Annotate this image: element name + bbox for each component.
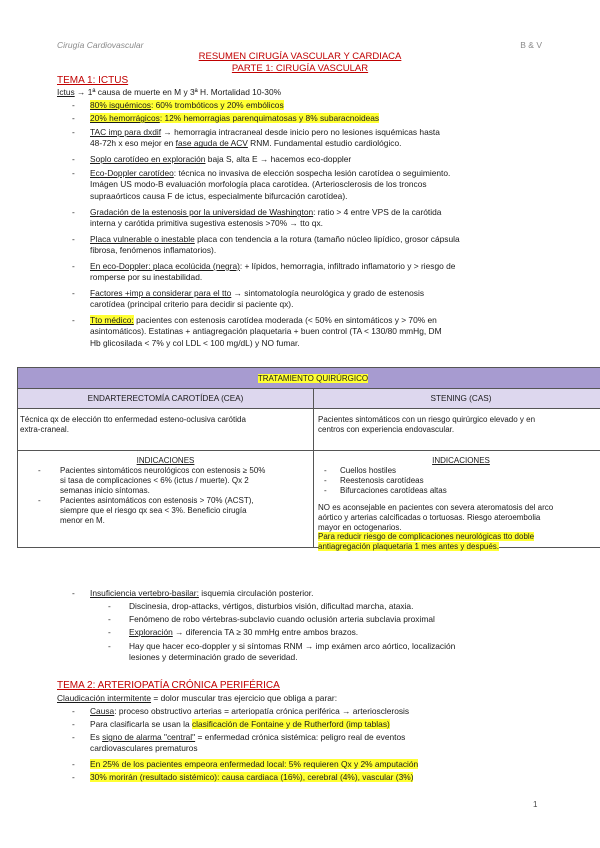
bullet-dash: - bbox=[72, 261, 75, 271]
tema1-heading: TEMA 1: ICTUS bbox=[57, 75, 129, 86]
tema2-intro bbox=[57, 693, 547, 704]
cea-description bbox=[20, 415, 310, 435]
bullet-dash: - bbox=[324, 486, 327, 495]
bullet-dash: - bbox=[72, 154, 75, 164]
list-item-soplo bbox=[90, 154, 546, 165]
cas-p1-l2: aórtico y arterias calcificadas o tortuosas. Riesgo ateroembolia bbox=[318, 513, 541, 522]
ecolucida-line2: romperse por su inestabilidad. bbox=[90, 272, 203, 283]
bullet-dash: - bbox=[72, 759, 75, 769]
sub-item-exploracion bbox=[129, 627, 545, 638]
list-item-gradacion bbox=[90, 207, 546, 230]
cas-indication-3: Bifurcaciones carotídeas altas bbox=[340, 486, 447, 495]
causa-rest: : proceso obstructivo arterias = arteriopatía crónica periférica → arteriosclerosis bbox=[114, 706, 410, 716]
placa-line2: fibrosa, fenómenos inflamatorios). bbox=[90, 245, 217, 256]
list-item-factores bbox=[90, 288, 546, 311]
cea-indication-1 bbox=[60, 466, 305, 496]
col-header-cas: STENING (CAS) bbox=[430, 394, 492, 403]
tto-line3: Hb glicosilada < 7% y col LDL < 100 mg/dL) y NO fumar. bbox=[90, 337, 300, 348]
exploracion-rest: → diferencia TA ≥ 30 mmHg entre ambos brazos. bbox=[172, 627, 359, 637]
cea-indication-2 bbox=[60, 496, 305, 526]
eco-term: Eco-Doppler carotídeo bbox=[90, 168, 174, 178]
eco-line2: Imágen US modo-B evaluación morfología placa carotídea. (Arteriosclerosis de los troncos bbox=[90, 179, 427, 190]
factores-term: Factores +imp a considerar para el tto bbox=[90, 288, 232, 298]
placa-term: Placa vulnerable o inestable bbox=[90, 234, 195, 244]
sub-item-discinesia: Discinesia, drop-attacks, vértigos, disturbios visión, dificultad marcha, ataxia. bbox=[129, 601, 414, 611]
cas-hl-l2: antiagregación plaquetaria 1 mes antes y después. bbox=[318, 542, 500, 551]
sub-bullet-dash: - bbox=[108, 641, 111, 651]
page-number: 1 bbox=[533, 800, 538, 809]
list-item-causa bbox=[90, 706, 546, 717]
header-left: Cirugía Cardiovascular bbox=[57, 40, 144, 50]
isquemicos-term: 80% isquémicos bbox=[90, 100, 151, 110]
sub-item-eco-rnm bbox=[129, 641, 545, 664]
tac-line2u: fase aguda de ACV bbox=[175, 138, 248, 149]
exploracion-term: Exploración bbox=[129, 627, 173, 637]
bullet-dash: - bbox=[324, 476, 327, 485]
signo-pre: Es bbox=[90, 732, 103, 742]
bullet-dash: - bbox=[72, 719, 75, 729]
empeora-hl: En 25% de los pacientes empeora enfermedad local: 5% requieren Qx y 2% amputación bbox=[90, 759, 419, 769]
hemorragicos-term: 20% hemorrágicos bbox=[90, 113, 160, 123]
cas-description bbox=[318, 415, 600, 435]
cas-desc-l2: centros con experiencia endovascular. bbox=[318, 425, 455, 434]
list-item-placa-ecolucida bbox=[90, 261, 546, 284]
cas-indicaciones-heading: INDICACIONES bbox=[432, 456, 490, 465]
cea-desc-l2: extra-craneal. bbox=[20, 425, 69, 434]
placa-line1: placa con tendencia a la rotura (tamaño núcleo lipídico, grosor cápsula bbox=[194, 234, 460, 244]
eco-rnm-l1: Hay que hacer eco-doppler y si síntomas RNM → imp exámen arco aórtico, localización bbox=[129, 641, 456, 651]
col-header-cea: ENDARTERECTOMÍA CAROTÍDEA (CEA) bbox=[87, 394, 244, 403]
table-column-divider bbox=[313, 389, 314, 548]
soplo-term: Soplo carotídeo en exploración bbox=[90, 154, 206, 164]
table-title: TRATAMIENTO QUIRÚRGICO bbox=[257, 374, 369, 383]
cas-indication-2: Reestenosis carotídeas bbox=[340, 476, 424, 485]
cas-p1-l3: mayor en octogenarios. bbox=[318, 523, 402, 532]
sub-bullet-dash: - bbox=[108, 614, 111, 624]
eco-line1: : técnica no invasiva de elección sospecha lesión carotídea o seguimiento. bbox=[173, 168, 451, 178]
claudicacion-rest: = dolor muscular tras ejercicio que obliga a parar: bbox=[151, 693, 338, 703]
table-header-row bbox=[18, 389, 600, 409]
list-item-tac bbox=[90, 127, 546, 150]
list-item-clasificacion bbox=[90, 719, 546, 730]
ecolucida-term: En eco-Doppler: placa ecolúcida (negra) bbox=[90, 261, 240, 271]
sub-bullet-dash: - bbox=[108, 627, 111, 637]
bullet-dash: - bbox=[38, 466, 41, 475]
bullet-dash: - bbox=[72, 127, 75, 137]
sub-bullet-dash: - bbox=[108, 601, 111, 611]
cea-i2-l1: Pacientes asintomáticos con estenosis > 70% (ACST), bbox=[60, 496, 254, 505]
factores-line2: carotídea (principal criterio para decidir si paciente qx). bbox=[90, 299, 294, 310]
signo-l2: cardiovasculares prematuros bbox=[90, 743, 198, 754]
cas-indication-1: Cuellos hostiles bbox=[340, 466, 397, 475]
list-item-placa-vulnerable bbox=[90, 234, 546, 257]
clasificacion-hl: clasificación de Fontaine y de Rutherford (imp tablas) bbox=[191, 719, 390, 729]
ecolucida-line1: : + lípidos, hemorragia, infiltrado inflamatorio y > riesgo de bbox=[239, 261, 456, 271]
cea-i1-l1: Pacientes sintomáticos neurológicos con estenosis ≥ 50% bbox=[60, 466, 266, 475]
claudicacion-term: Claudicación intermitente bbox=[57, 693, 152, 703]
sub-item-robo: Fenómeno de robo vértebras-subclavio cuando oclusión arteria subclavia proximal bbox=[129, 614, 435, 624]
document-title: RESUMEN CIRUGÍA VASCULAR Y CARDIACA bbox=[198, 51, 402, 62]
list-item-insuficiencia bbox=[90, 588, 546, 599]
table-title-row bbox=[18, 368, 600, 389]
table-desc-row bbox=[18, 409, 600, 451]
bullet-dash: - bbox=[72, 706, 75, 716]
tto-line2: asintomáticos). Estatinas + antiagregación plaquetaria + buen control (TA < 130/80 mmHg, DM bbox=[90, 326, 442, 337]
list-item-30-percent bbox=[90, 772, 546, 783]
hemorragicos-rest: : 12% hemorragias parenquimatosas y 8% subaracnoideas bbox=[159, 113, 380, 123]
list-item-signo-alarma bbox=[90, 732, 546, 755]
bullet-dash: - bbox=[72, 732, 75, 742]
cas-antiagregacion-note bbox=[318, 532, 600, 552]
insuficiencia-rest: isquemia circulación posterior. bbox=[198, 588, 314, 598]
soplo-rest: baja S, alta E → hacemos eco-doppler bbox=[205, 154, 352, 164]
signo-l1: = enfermedad crónica sistémica: peligro real de eventos bbox=[195, 732, 406, 742]
factores-line1: → sintomatología neurológica y grado de estenosis bbox=[231, 288, 425, 298]
bullet-dash: - bbox=[72, 772, 75, 782]
list-item-isquemicos bbox=[90, 100, 546, 111]
cas-desc-l1: Pacientes sintomáticos con un riesgo quirúrgico elevado y en bbox=[318, 415, 536, 424]
signo-term: signo de alarma "central" bbox=[102, 732, 196, 742]
gradacion-term: Gradación de la estenosis por la universidad de Washington bbox=[90, 207, 314, 217]
tto-medico-term: Tto médico: bbox=[90, 315, 134, 325]
cas-hl-l1: Para reducir riesgo de complicaciones neurológicas tto doble bbox=[318, 532, 535, 541]
tema2-heading: TEMA 2: ARTERIOPATÍA CRÓNICA PERIFÉRICA bbox=[57, 680, 280, 691]
moriran-hl: 30% morirán (resultado sistémico): causa cardiaca (16%), cerebral (4%), vascular (3%) bbox=[90, 772, 414, 782]
intro-rest: → 1ª causa de muerte en M y 3ª H. Mortalidad 10-30% bbox=[74, 87, 282, 97]
bullet-dash: - bbox=[72, 234, 75, 244]
list-item-tto-medico bbox=[90, 315, 546, 349]
tac-line2b: RNM. Fundamental estudio cardiológico. bbox=[247, 138, 402, 149]
eco-rnm-l2: lesiones y determinación grado de severidad. bbox=[129, 652, 298, 663]
cea-i1-l2: si tasa de complicaciones < 6% (ictus / muerte). Qx 2 bbox=[60, 476, 249, 485]
document-subtitle: PARTE 1: CIRUGÍA VASCULAR bbox=[231, 63, 369, 74]
cea-desc-l1: Técnica qx de elección tto enfermedad esteno-oclusiva carótida bbox=[20, 415, 246, 424]
causa-term: Causa bbox=[90, 706, 115, 716]
gradacion-line1: : ratio > 4 entre VPS de la carótida bbox=[313, 207, 442, 217]
header-right: B & V bbox=[520, 40, 542, 50]
bullet-dash: - bbox=[72, 588, 75, 598]
treatment-table bbox=[17, 367, 600, 551]
bullet-dash: - bbox=[72, 113, 75, 123]
tto-line1: pacientes con estenosis carotídea moderada (< 50% en sintomáticos y > 70% en bbox=[133, 315, 437, 325]
bullet-dash: - bbox=[72, 100, 75, 110]
isquemicos-rest: : 60% trombóticos y 20% embólicos bbox=[150, 100, 284, 110]
eco-line3: supraaórticos causa F de ictus, especialmente bifurcación carotídea). bbox=[90, 190, 348, 201]
cas-contraindication bbox=[318, 503, 600, 533]
cas-p1-l1: NO es aconsejable en pacientes con severa ateromatosis del arco bbox=[318, 503, 554, 512]
insuficiencia-term: Insuficiencia vertebro-basilar: bbox=[90, 588, 199, 598]
bullet-dash: - bbox=[72, 288, 75, 298]
cea-i2-l3: menor en M. bbox=[60, 516, 105, 525]
list-item-eco-doppler bbox=[90, 168, 546, 202]
list-item-25-percent bbox=[90, 759, 546, 770]
tac-line1: → hemorragia intracraneal desde inicio pero no lesiones isquémicas hasta bbox=[161, 127, 440, 137]
intro-term: Ictus bbox=[57, 87, 75, 97]
cea-i2-l2: siempre que el riesgo qx sea < 3%. Beneficio cirugía bbox=[60, 506, 247, 515]
clasificacion-pre: Para clasificarla se usan la bbox=[90, 719, 192, 729]
gradacion-line2: interna y carótida primitiva sugestiva estenosis >70% → tto qx. bbox=[90, 218, 323, 229]
bullet-dash: - bbox=[324, 466, 327, 475]
bullet-dash: - bbox=[72, 207, 75, 217]
list-item-hemorragicos bbox=[90, 113, 546, 124]
cea-i1-l3: semanas inicio síntomas. bbox=[60, 486, 150, 495]
tac-line2a: 48-72h x eso mejor en bbox=[90, 138, 176, 149]
bullet-dash: - bbox=[72, 168, 75, 178]
tac-term: TAC imp para dxdif bbox=[90, 127, 162, 137]
tema1-intro bbox=[57, 87, 547, 98]
table-indications-row bbox=[18, 451, 600, 551]
bullet-dash: - bbox=[38, 496, 41, 505]
cea-indicaciones-heading: INDICACIONES bbox=[136, 456, 195, 465]
bullet-dash: - bbox=[72, 315, 75, 325]
